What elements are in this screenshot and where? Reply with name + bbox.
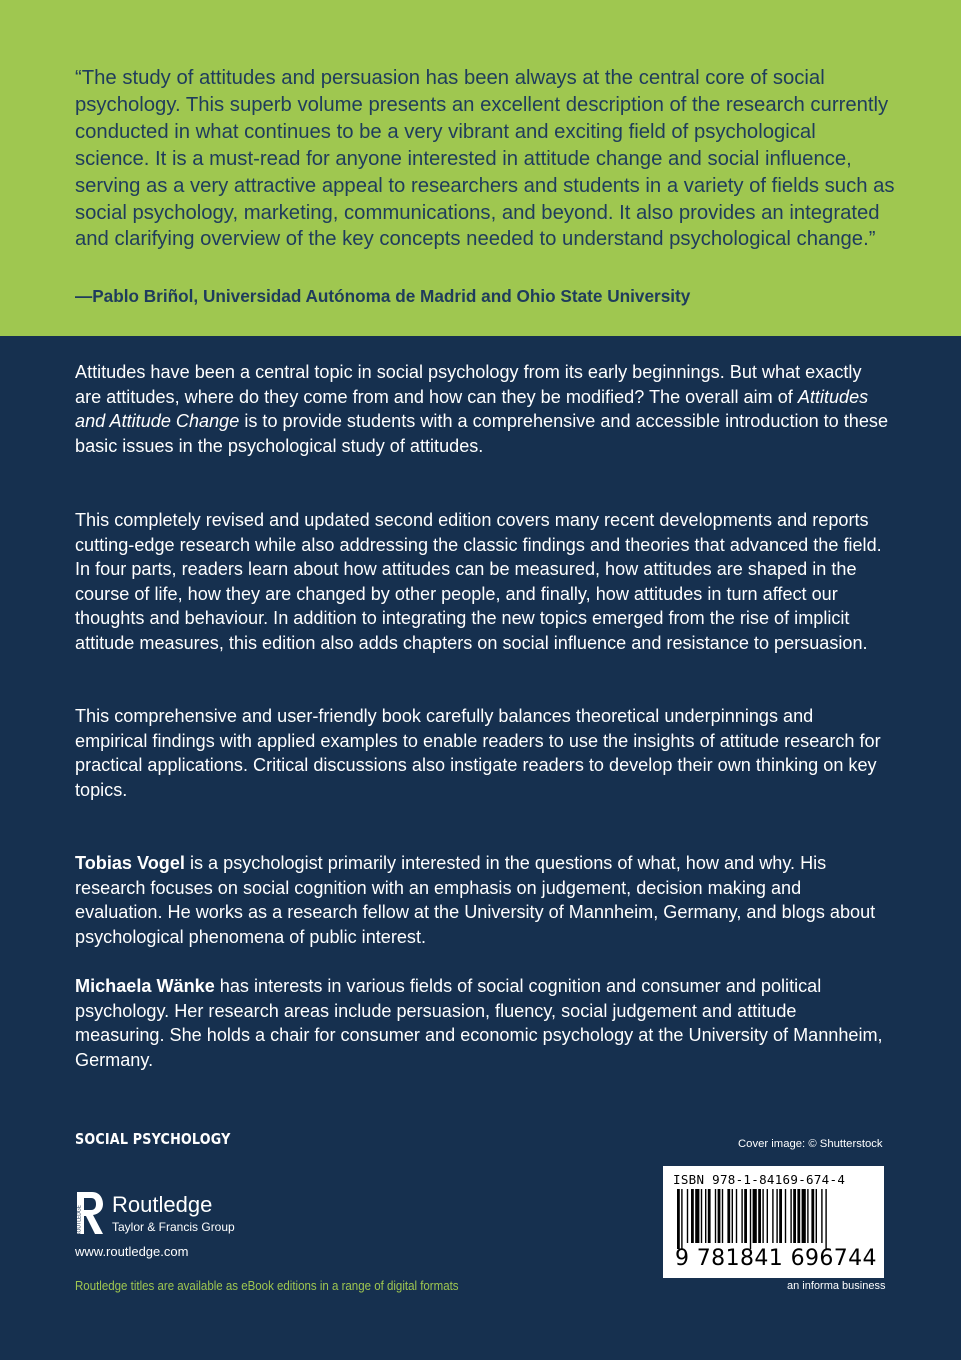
ebook-note: Routledge titles are available as eBook editions in a range of digital formats [75,1279,459,1293]
barcode-bar [793,1189,796,1243]
barcode-bar [695,1189,699,1243]
barcode-bar [750,1189,751,1249]
barcode-bar [802,1189,806,1243]
routledge-logo-icon [75,1190,105,1238]
publisher-name: Routledge [112,1192,213,1217]
author-name: Michaela Wänke [75,976,215,996]
barcode-bar [758,1189,761,1243]
barcode-bar [687,1189,688,1243]
barcode-bar [816,1189,817,1243]
book-title: Attitudes and Attitude Change [75,386,869,431]
barcode-bar [736,1189,737,1243]
barcode-bar [705,1189,706,1243]
routledge-logo [75,1190,255,1238]
barcode-bar [825,1189,826,1249]
barcode-number: 9 781841 696744 [675,1246,877,1271]
description-paragraph-3: This comprehensive and user-friendly book carefully balances theoretical underpinnings and empirical findings with applied examples to enable readers to use the insights of attitude research for practical applications. Critical discussions also instigate readers to develop their own thinking on key topics. [75,706,881,800]
endorsement-attribution: —Pablo Briñol, Universidad Autónoma de Madrid and Ohio State University [75,286,691,306]
barcode-bar [701,1189,702,1243]
barcode-bar [767,1189,768,1243]
barcode-bar [776,1189,777,1243]
logo-mark-text: ROUTLEDGE [76,1205,83,1236]
author-bio-text: is a psychologist primarily interested in the questions of what, how and why. His research focuses on social cognition with an emphasis on judgement, decision making and evaluation. He works as a research fellow at the University of Mannheim, Germany, and blogs about psychological phenomena of public interest. [75,853,876,947]
barcode-bars [677,1189,875,1249]
barcode-bar [677,1189,680,1249]
barcode-bar [715,1189,716,1243]
barcode-bar [691,1189,694,1243]
author-name: Tobias Vogel [75,853,185,873]
barcode-bar [797,1189,800,1243]
publisher-website: www.routledge.com [75,1244,189,1259]
description-paragraph-1 [75,360,890,458]
barcode-bar [727,1189,730,1243]
description-text-start: Attitudes have been a central topic in social psychology from its early beginnings. But what exactly are attitudes, where do they come from and how can they be modified? The overall aim of [75,362,862,407]
barcode-bar [718,1189,721,1243]
isbn-label: ISBN 978-1-84169-674-4 [673,1172,846,1187]
barcode-bar [772,1189,773,1243]
barcode-bar [790,1189,791,1243]
barcode-bar [681,1189,682,1249]
series-label: SOCIAL PSYCHOLOGY [75,1130,231,1148]
barcode-bar [744,1189,747,1243]
barcode-bar [708,1189,711,1243]
author-bio-text: has interests in various fields of social cognition and consumer and political psychology. Her research areas include persuasion, fluency, social judgement and attitude measuring. She holds a chair for consumer and economic psychology at the University of Mannheim, Germany. [75,976,883,1070]
barcode-bar [732,1189,733,1243]
author-bio [75,851,890,949]
barcode-bar [722,1189,723,1243]
barcode-bar [821,1189,822,1243]
publisher-group: Taylor & Francis Group [112,1220,235,1234]
description-paragraph-2: This completely revised and updated second edition covers many recent developments and reports cutting-edge research while also addressing the classic findings and theories that advanced the field. In four parts, readers learn about how attitudes can be measured, how attitudes are shaped in the course of life, how they are changed by other people, and finally, how attitudes in turn affect our thoughts and behaviour. In addition to integrating the new topics emerged from the rise of implicit attitude measures, this edition also adds chapters on social influence and resistance to persuasion. [75,510,882,653]
author-bio [75,974,890,1072]
barcode-bar [753,1189,757,1243]
cover-credit: Cover image: © Shutterstock [738,1138,883,1150]
barcode-bar [762,1189,763,1243]
barcode-bar [811,1189,814,1243]
barcode-bar [807,1189,808,1243]
barcode-bar [785,1189,786,1243]
isbn-barcode [663,1166,884,1278]
endorsement-panel [0,0,961,336]
barcode-bar [741,1189,742,1243]
endorsement-quote: “The study of attitudes and persuasion has been always at the central core of social psychology. This superb volume presents an excellent description of the research currently conducted in what continues to be a very vibrant and exciting field of psychological science. It is a must-read for anyone interested in attitude change and social influence, serving as a very attractive appeal to researchers and students in a variety of fields such as social psychology, marketing, communications, and beyond. It also provides an integrated and clarifying overview of the key concepts needed to understand psychological change.” [75,67,895,251]
barcode-bar [779,1189,782,1243]
informa-tagline: an informa business [787,1280,886,1292]
description-text-end: is to provide students with a comprehensive and accessible introduction to these basic issues in the psychological study of attitudes. [75,411,889,456]
